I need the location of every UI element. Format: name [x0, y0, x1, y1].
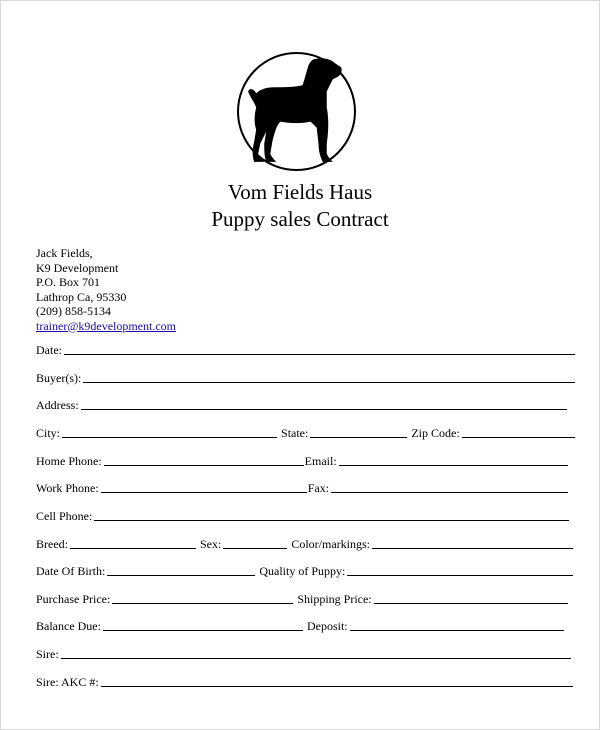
deposit-label: Deposit: [306, 619, 348, 633]
sire-akc-row [36, 675, 574, 689]
breed-field[interactable] [70, 538, 196, 549]
home-phone-label: Home Phone: [36, 454, 102, 468]
fax-field[interactable] [331, 482, 568, 493]
email-field[interactable] [339, 455, 568, 466]
date-of-birth-field[interactable] [107, 565, 255, 576]
address-field[interactable] [81, 399, 567, 410]
deposit-field[interactable] [350, 620, 564, 631]
zip-code-label: Zip Code: [411, 426, 460, 440]
seller-city-state-zip: Lathrop Ca, 95330 [36, 289, 127, 304]
business-name: Vom Fields Haus [227, 180, 373, 204]
sire-akc-label: Sire: AKC #: [36, 675, 99, 689]
city-label: City: [36, 426, 61, 440]
zip-code-field[interactable] [462, 427, 575, 438]
sire-label: Sire: [36, 647, 59, 661]
color-markings-field[interactable] [372, 538, 573, 549]
breed-label: Breed: [36, 537, 68, 551]
sire-field[interactable] [61, 648, 571, 659]
cell-phone-label: Cell Phone: [36, 509, 93, 523]
balance-due-field[interactable] [103, 620, 303, 631]
date-of-birth-label: Date Of Birth: [36, 564, 106, 578]
seller-po-box: P.O. Box 701 [36, 275, 101, 289]
sire-row [36, 647, 572, 661]
cell-phone-row [36, 509, 570, 523]
sire-akc-field[interactable] [101, 676, 573, 687]
dob-quality-row [36, 564, 574, 578]
seller-address-block [36, 246, 176, 333]
color-markings-label: Color/markings: [291, 537, 371, 551]
work-phone-fax-row [36, 481, 569, 495]
buyers-row [36, 371, 576, 385]
seller-name: Jack Fields, [36, 246, 93, 260]
date-label: Date: [36, 343, 62, 357]
work-phone-label: Work Phone: [36, 481, 99, 495]
purchase-price-label: Purchase Price: [36, 592, 111, 606]
seller-email-link[interactable]: trainer@k9development.com [36, 318, 177, 333]
work-phone-field[interactable] [101, 482, 307, 493]
quality-of-puppy-field[interactable] [347, 565, 573, 576]
shipping-price-field[interactable] [374, 593, 568, 604]
date-row [36, 343, 576, 357]
quality-of-puppy-label: Quality of Puppy: [259, 564, 346, 578]
buyers-field[interactable] [83, 372, 575, 383]
sex-label: Sex: [200, 537, 222, 551]
purchase-shipping-row [36, 592, 569, 606]
contract-title: Puppy sales Contract [211, 207, 389, 231]
address-label: Address: [36, 398, 79, 412]
seller-company: K9 Development [36, 260, 119, 275]
breed-sex-color-row [36, 537, 574, 551]
seller-phone: (209) 858-5134 [36, 304, 111, 318]
fax-label: Fax: [307, 481, 330, 495]
shipping-price-label: Shipping Price: [297, 592, 372, 606]
purchase-price-field[interactable] [112, 593, 293, 604]
email-label: Email: [304, 454, 337, 468]
sex-field[interactable] [223, 538, 287, 549]
home-phone-field[interactable] [104, 455, 304, 466]
rottweiler-dog-icon [236, 51, 357, 172]
balance-deposit-row [36, 619, 565, 633]
state-field[interactable] [310, 427, 407, 438]
home-phone-email-row [36, 454, 569, 468]
state-label: State: [281, 426, 309, 440]
date-field[interactable] [64, 344, 575, 355]
balance-due-label: Balance Due: [36, 619, 101, 633]
city-field[interactable] [62, 427, 277, 438]
cell-phone-field[interactable] [94, 510, 569, 521]
address-row [36, 398, 568, 412]
city-state-zip-row [36, 426, 576, 440]
buyers-label: Buyer(s): [36, 371, 82, 385]
